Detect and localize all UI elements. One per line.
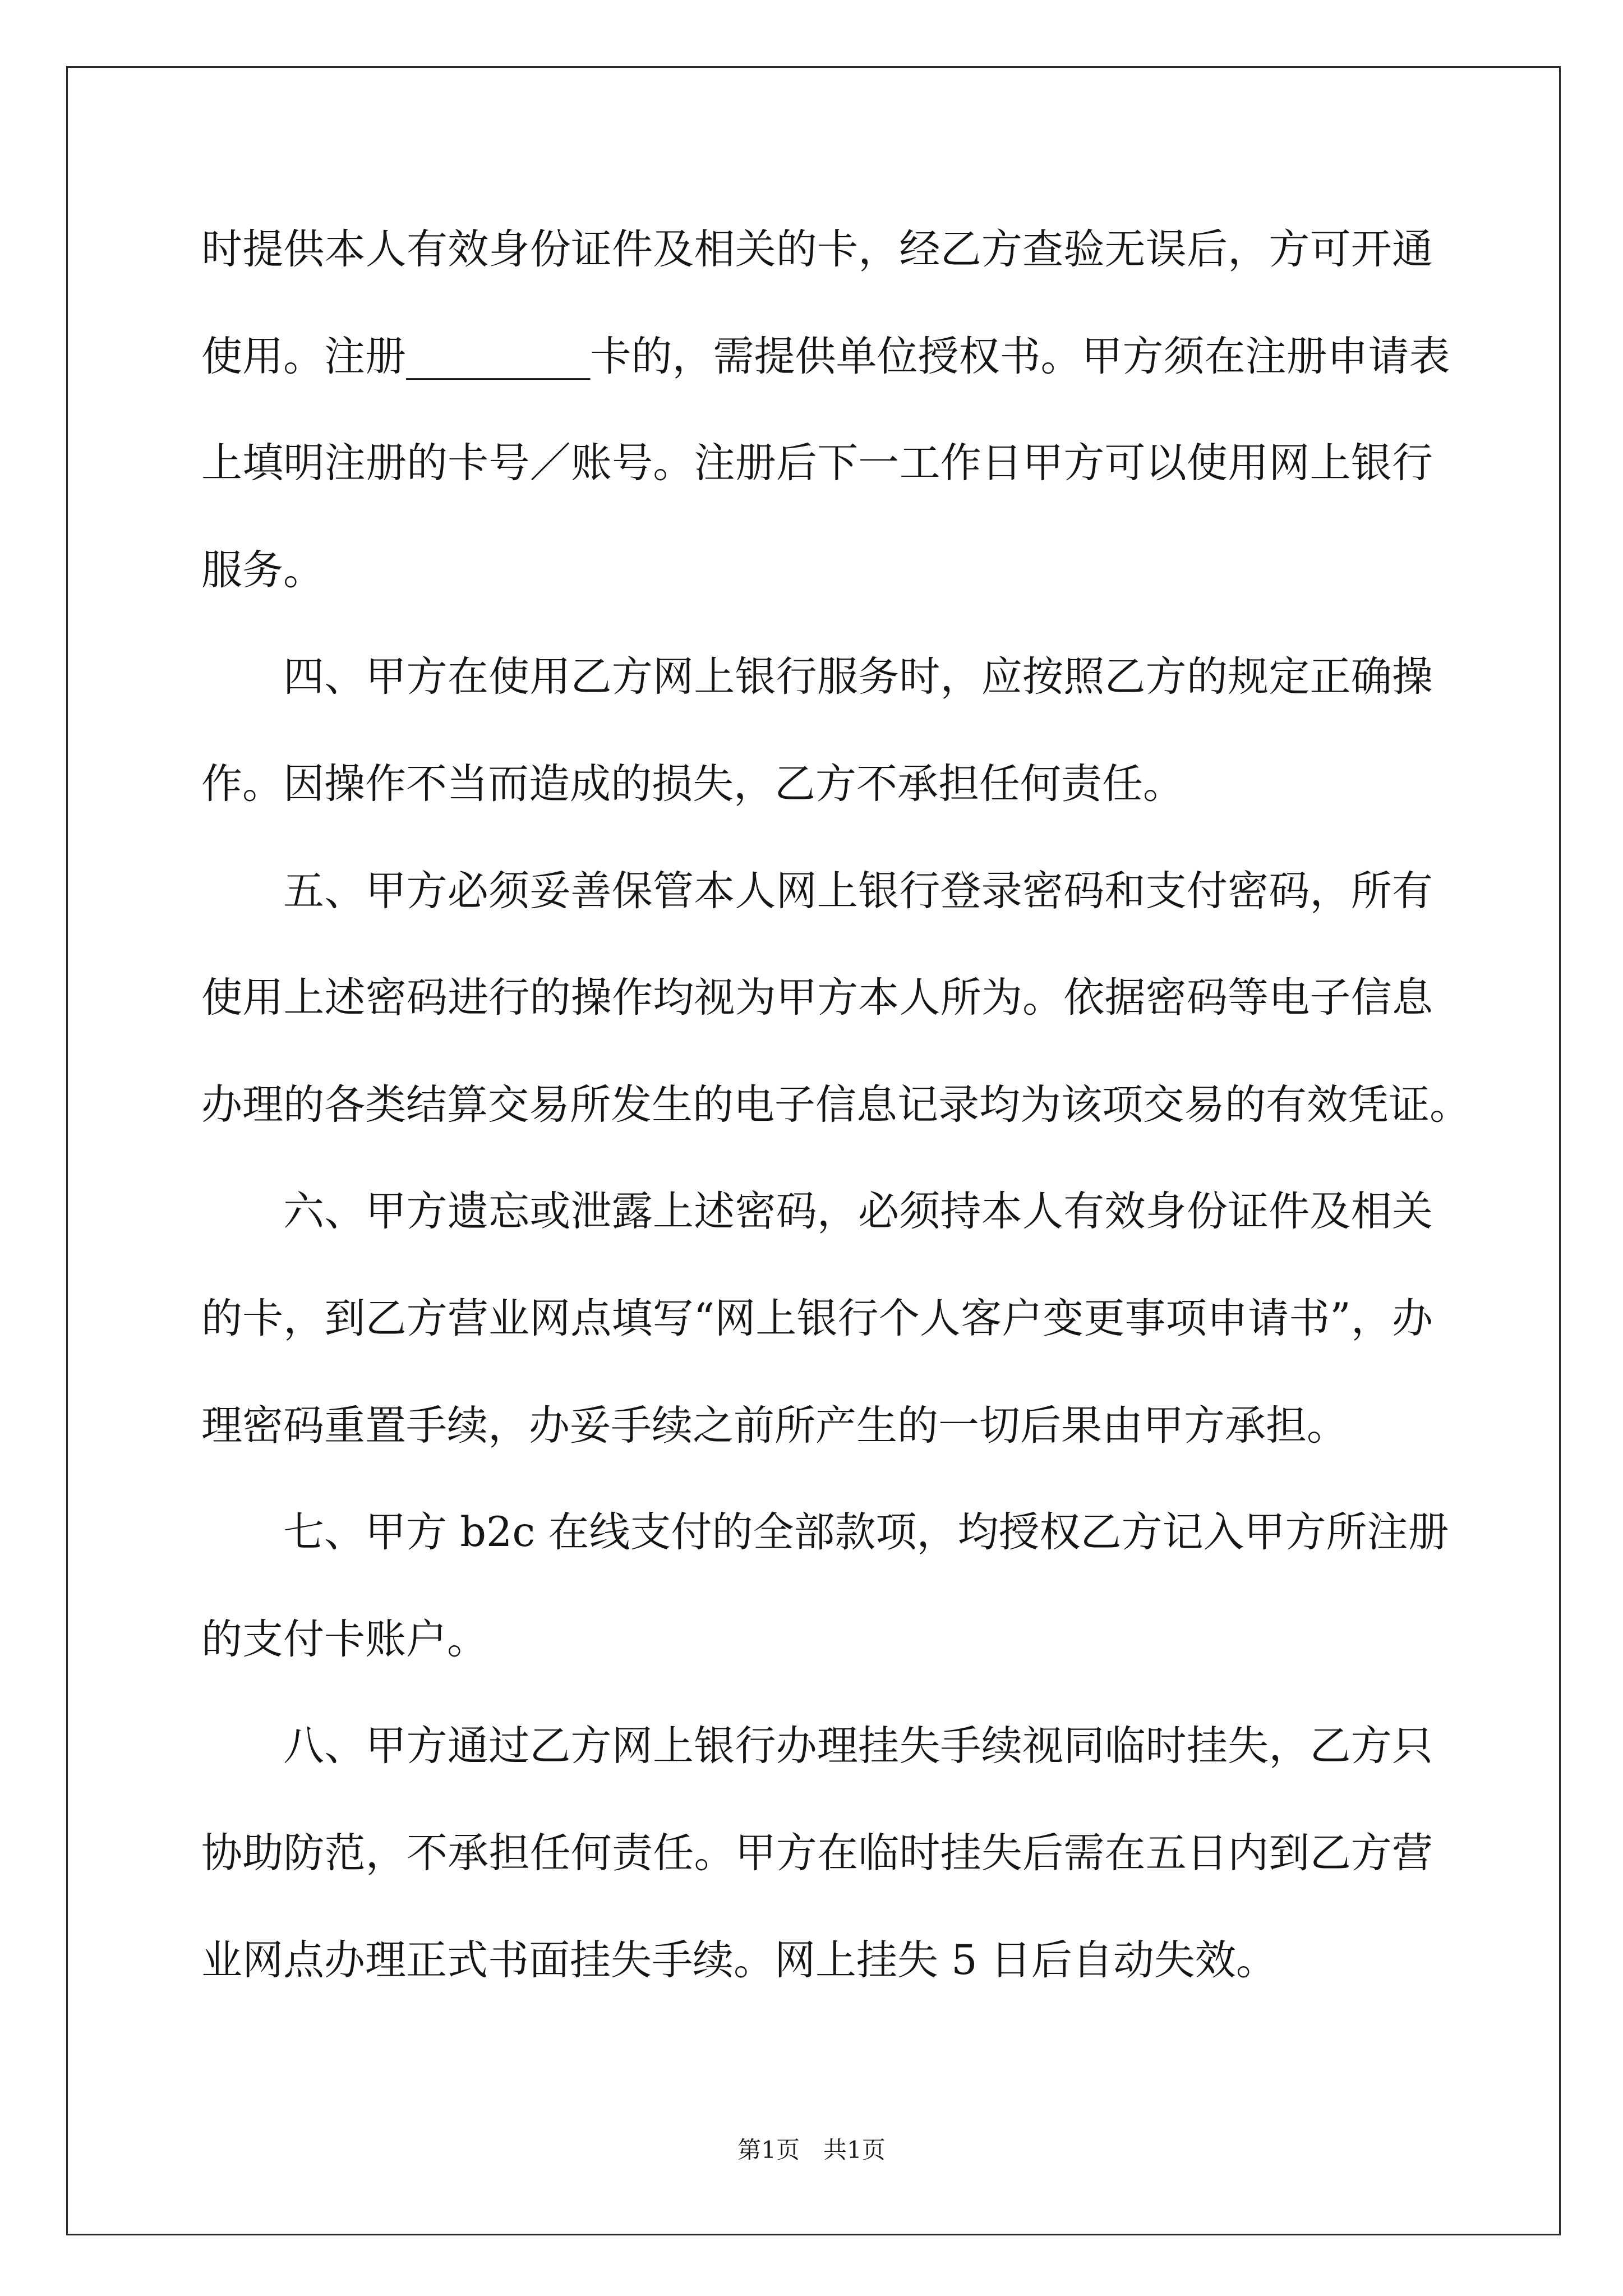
paragraph-clause-4: [201, 624, 1433, 838]
paragraph-clause-7: [201, 1479, 1449, 1693]
text-line: 七、甲方 b2c 在线支付的全部款项，均授权乙方记入甲方所注册: [283, 1508, 1449, 1557]
text-line: 五、甲方必须妥善保管本人网上银行登录密码和支付密码，所有: [283, 867, 1433, 915]
text-line: 时提供本人有效身份证件及相关的卡，经乙方查验无误后，方可开通: [201, 226, 1433, 273]
text-line: 四、甲方在使用乙方网上银行服务时，应按照乙方的规定正确操: [283, 653, 1433, 701]
page-number-footer: 第1页 共1页: [737, 2136, 886, 2164]
paragraph-clause-5: [201, 838, 1470, 1159]
text-line: 作。因操作不当而造成的损失，乙方不承担任何责任。: [201, 760, 1184, 808]
text-line: 办理的各类结算交易所发生的电子信息记录均为该项交易的有效凭证。: [201, 1080, 1470, 1129]
text-line: 服务。: [201, 546, 324, 594]
text-line: 的支付卡账户。: [201, 1615, 488, 1663]
text-line: 的卡，到乙方营业网点填写“网上银行个人客户变更事项申请书”，办: [201, 1294, 1433, 1342]
document-body: [201, 196, 1470, 2014]
paragraph-continuation: [201, 196, 1450, 624]
text-line: 理密码重置手续，办妥手续之前所产生的一切后果由甲方承担。: [201, 1401, 1348, 1450]
text-line: 业网点办理正式书面挂失手续。网上挂失 5 日后自动失效。: [201, 1936, 1277, 1984]
paragraph-clause-6: [201, 1158, 1433, 1479]
text-line: 使用上述密码进行的操作均视为甲方本人所为。依据密码等电子信息: [201, 974, 1433, 1022]
text-line: 六、甲方遗忘或泄露上述密码，必须持本人有效身份证件及相关: [283, 1188, 1433, 1236]
text-line: 使用。注册_________卡的，需提供单位授权书。甲方须在注册申请表: [201, 332, 1450, 380]
paragraph-clause-8: [201, 1693, 1433, 2014]
text-line: 上填明注册的卡号／账号。注册后下一工作日甲方可以使用网上银行: [201, 439, 1433, 487]
text-line: 协助防范，不承担任何责任。甲方在临时挂失后需在五日内到乙方营: [201, 1829, 1433, 1877]
text-line: 八、甲方通过乙方网上银行办理挂失手续视同临时挂失，乙方只: [283, 1722, 1433, 1770]
